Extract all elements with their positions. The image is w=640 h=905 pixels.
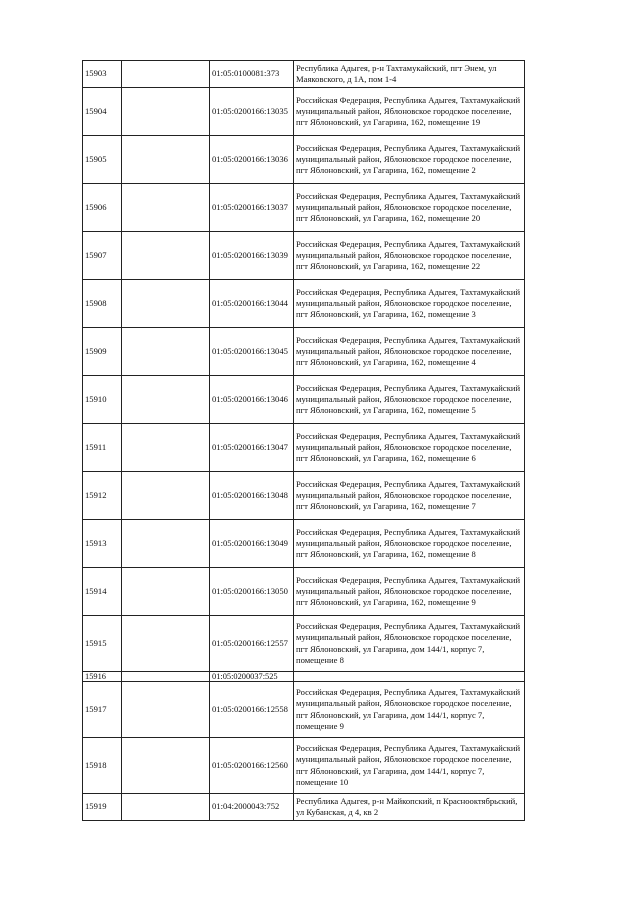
cadastral-number: 01:05:0200166:12557: [210, 616, 294, 672]
row-number: 15904: [83, 88, 122, 136]
address-cell: Российская Федерация, Республика Адыгея, Тахтамукайский муниципальный район, Яблоновское городское поселение, пгт Яблоновский, ул Гагарина, 162, помещение 2: [294, 136, 525, 184]
row-number: 15918: [83, 738, 122, 794]
address-cell: Российская Федерация, Республика Адыгея, Тахтамукайский муниципальный район, Яблоновское городское поселение, пгт Яблоновский, ул Гагарина, дом 144/1, корпус 7, помещение 10: [294, 738, 525, 794]
registry-table: [82, 60, 525, 821]
row-number: 15912: [83, 472, 122, 520]
table-row: [83, 424, 525, 472]
address-cell: Российская Федерация, Республика Адыгея, Тахтамукайский муниципальный район, Яблоновское городское поселение, пгт Яблоновский, ул Гагарина, 162, помещение 6: [294, 424, 525, 472]
row-number: 15909: [83, 328, 122, 376]
table-row: [83, 472, 525, 520]
cadastral-number: 01:05:0200166:13039: [210, 232, 294, 280]
cadastral-number: 01:05:0200166:13049: [210, 520, 294, 568]
cadastral-number: 01:05:0200166:13044: [210, 280, 294, 328]
empty-cell: [122, 616, 210, 672]
empty-cell: [122, 520, 210, 568]
cadastral-number: 01:05:0100081:373: [210, 61, 294, 88]
cadastral-number: 01:05:0200166:13035: [210, 88, 294, 136]
cadastral-number: 01:05:0200166:13047: [210, 424, 294, 472]
empty-cell: [122, 328, 210, 376]
row-number: 15905: [83, 136, 122, 184]
address-cell: Российская Федерация, Республика Адыгея, Тахтамукайский муниципальный район, Яблоновское городское поселение, пгт Яблоновский, ул Гагарина, 162, помещение 8: [294, 520, 525, 568]
table-row: [83, 280, 525, 328]
cadastral-number: 01:05:0200037:525: [210, 672, 294, 682]
empty-cell: [122, 424, 210, 472]
row-number: 15917: [83, 682, 122, 738]
address-cell: [294, 672, 525, 682]
address-cell: Российская Федерация, Республика Адыгея, Тахтамукайский муниципальный район, Яблоновское городское поселение, пгт Яблоновский, ул Гагарина, 162, помещение 7: [294, 472, 525, 520]
table-row: [83, 682, 525, 738]
address-cell: Российская Федерация, Республика Адыгея, Тахтамукайский муниципальный район, Яблоновское городское поселение, пгт Яблоновский, ул Гагарина, 162, помещение 22: [294, 232, 525, 280]
table-row: [83, 136, 525, 184]
empty-cell: [122, 280, 210, 328]
cadastral-number: 01:05:0200166:13046: [210, 376, 294, 424]
row-number: 15916: [83, 672, 122, 682]
cadastral-number: 01:05:0200166:13045: [210, 328, 294, 376]
row-number: 15914: [83, 568, 122, 616]
cadastral-number: 01:05:0200166:13036: [210, 136, 294, 184]
table-row: [83, 738, 525, 794]
row-number: 15913: [83, 520, 122, 568]
empty-cell: [122, 136, 210, 184]
table-row: [83, 328, 525, 376]
address-cell: Республика Адыгея, р-н Тахтамукайский, пгт Энем, ул Маяковского, д 1А, пом 1-4: [294, 61, 525, 88]
empty-cell: [122, 88, 210, 136]
row-number: 15907: [83, 232, 122, 280]
empty-cell: [122, 568, 210, 616]
cadastral-number: 01:05:0200166:13050: [210, 568, 294, 616]
cadastral-number: 01:05:0200166:12560: [210, 738, 294, 794]
row-number: 15915: [83, 616, 122, 672]
row-number: 15911: [83, 424, 122, 472]
address-cell: Российская Федерация, Республика Адыгея, Тахтамукайский муниципальный район, Яблоновское городское поселение, пгт Яблоновский, ул Гагарина, 162, помещение 9: [294, 568, 525, 616]
table-row: [83, 376, 525, 424]
address-cell: Российская Федерация, Республика Адыгея, Тахтамукайский муниципальный район, Яблоновское городское поселение, пгт Яблоновский, ул Гагарина, 162, помещение 3: [294, 280, 525, 328]
empty-cell: [122, 794, 210, 821]
cadastral-number: 01:05:0200166:12558: [210, 682, 294, 738]
address-cell: Республика Адыгея, р-н Майкопский, п Краснооктябрьский, ул Кубанская, д 4, кв 2: [294, 794, 525, 821]
table-row: [83, 88, 525, 136]
table-row: [83, 61, 525, 88]
empty-cell: [122, 738, 210, 794]
cadastral-number: 01:05:0200166:13037: [210, 184, 294, 232]
empty-cell: [122, 61, 210, 88]
cadastral-number: 01:04:2000043:752: [210, 794, 294, 821]
empty-cell: [122, 472, 210, 520]
empty-cell: [122, 184, 210, 232]
cadastral-number: 01:05:0200166:13048: [210, 472, 294, 520]
table-row: [83, 520, 525, 568]
empty-cell: [122, 682, 210, 738]
address-cell: Российская Федерация, Республика Адыгея, Тахтамукайский муниципальный район, Яблоновское городское поселение, пгт Яблоновский, ул Гагарина, 162, помещение 20: [294, 184, 525, 232]
address-cell: Российская Федерация, Республика Адыгея, Тахтамукайский муниципальный район, Яблоновское городское поселение, пгт Яблоновский, ул Гагарина, дом 144/1, корпус 7, помещение 8: [294, 616, 525, 672]
empty-cell: [122, 672, 210, 682]
row-number: 15919: [83, 794, 122, 821]
table-row: [83, 794, 525, 821]
address-cell: Российская Федерация, Республика Адыгея, Тахтамукайский муниципальный район, Яблоновское городское поселение, пгт Яблоновский, ул Гагарина, 162, помещение 4: [294, 328, 525, 376]
empty-cell: [122, 376, 210, 424]
table-row: [83, 184, 525, 232]
row-number: 15908: [83, 280, 122, 328]
table-row: [83, 616, 525, 672]
address-cell: Российская Федерация, Республика Адыгея, Тахтамукайский муниципальный район, Яблоновское городское поселение, пгт Яблоновский, ул Гагарина, 162, помещение 5: [294, 376, 525, 424]
row-number: 15906: [83, 184, 122, 232]
table-row: [83, 232, 525, 280]
row-number: 15910: [83, 376, 122, 424]
table-row: [83, 672, 525, 682]
address-cell: Российская Федерация, Республика Адыгея, Тахтамукайский муниципальный район, Яблоновское городское поселение, пгт Яблоновский, ул Гагарина, 162, помещение 19: [294, 88, 525, 136]
address-cell: Российская Федерация, Республика Адыгея, Тахтамукайский муниципальный район, Яблоновское городское поселение, пгт Яблоновский, ул Гагарина, дом 144/1, корпус 7, помещение 9: [294, 682, 525, 738]
row-number: 15903: [83, 61, 122, 88]
empty-cell: [122, 232, 210, 280]
table-row: [83, 568, 525, 616]
